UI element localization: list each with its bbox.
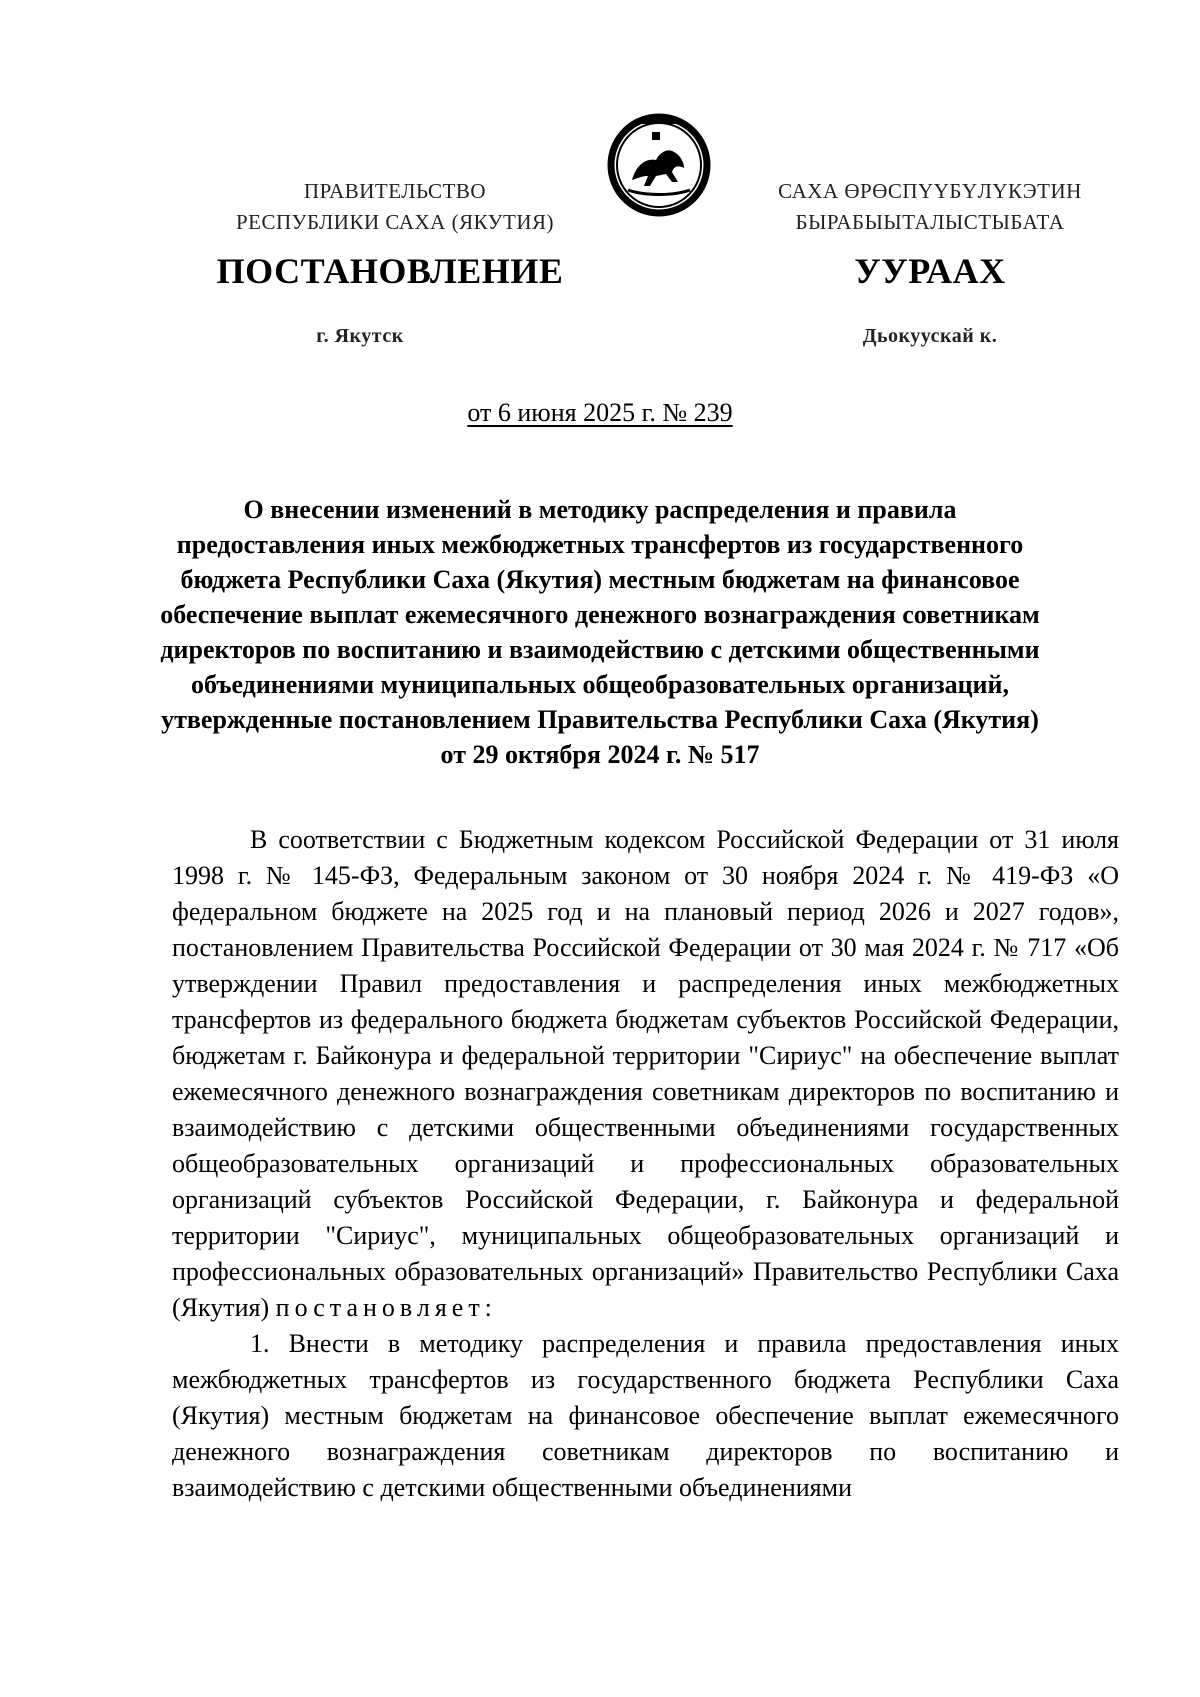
title-line: бюджета Республики Саха (Якутия) местным бюджетам на финансовое	[180, 565, 1020, 594]
title-line: предоставления иных межбюджетных трансфертов из государственного	[176, 530, 1024, 559]
preamble-text: В соответствии с Бюджетным кодексом Российской Федерации от 31 июля 1998 г. № 145-ФЗ, Федеральным законом от 30 ноября 2024 г. № 419-ФЗ «О федеральном бюджете на 2025 год и на плановый период 2026 и 2027 годов», постановлением Правительства Российской Федерации от 30 мая 2024 г. № 717 «Об утверждении Правил предоставления и распределения иных межбюджетных трансфертов из федерального бюджета бюджетам субъектов Российской Федерации, бюджетам г. Байконура и федеральной территории "Сириус" на обеспечение выплат ежемесячного денежного вознаграждения советникам директоров по воспитанию и взаимодействию с детскими общественными объединениями государственных общеобразовательных организаций и профессиональных образовательных организаций субъектов Российской Федерации, г. Байконура и федеральной территории "Сириус", муниципальных общеобразовательных организаций и профессиональных образовательных организаций» Правительство Республики Саха (Якутия)	[172, 825, 1119, 1322]
right-org-line-1: САХА ӨРӨСПҮҮБҮЛҮКЭТИН	[778, 179, 1082, 203]
right-org-line-2: БЫРАБЫЫТАЛЫСТЫБАТА	[795, 210, 1065, 234]
document-body	[172, 822, 1119, 1506]
document-type-russian: ПОСТАНОВЛЕНИЕ	[216, 251, 564, 291]
coat-of-arms-emblem-icon	[604, 110, 714, 220]
document-type-yakut: УУРААХ	[854, 251, 1006, 291]
title-line: О внесении изменений в методику распределения и правила	[243, 495, 957, 524]
decree-word: постановляет:	[275, 1293, 497, 1322]
left-organization-name	[165, 176, 625, 238]
item-1-paragraph: 1. Внести в методику распределения и правила предоставления иных межбюджетных трансфертов из государственного бюджета Республики Саха (Якутия) местным бюджетам на финансовое обеспечение выплат ежемесячного денежного вознаграждения советникам директоров по воспитанию и взаимодействию с детскими общественными объединениями	[172, 1329, 1119, 1502]
title-line: директоров по воспитанию и взаимодействию с детскими общественными	[160, 635, 1040, 664]
right-organization-name	[700, 176, 1160, 238]
title-line: от 29 октября 2024 г. № 517	[440, 740, 760, 769]
city-yakut: Дьокуускай к.	[862, 325, 998, 347]
title-line: объединениями муниципальных общеобразовательных организаций,	[190, 670, 1010, 699]
preamble-paragraph	[172, 822, 1119, 1326]
document-date-number	[0, 398, 1200, 428]
date-number-text: от 6 июня 2025 г. № 239	[467, 398, 733, 427]
document-title	[150, 492, 1050, 772]
title-line: обеспечение выплат ежемесячного денежного вознаграждения советникам	[160, 600, 1040, 629]
left-org-line-1: ПРАВИТЕЛЬСТВО	[303, 179, 487, 203]
city-russian: г. Якутск	[316, 325, 404, 347]
left-org-line-2: РЕСПУБЛИКИ САХА (ЯКУТИЯ)	[235, 210, 555, 234]
title-line: утвержденные постановлением Правительства Республики Саха (Якутия)	[161, 705, 1039, 734]
